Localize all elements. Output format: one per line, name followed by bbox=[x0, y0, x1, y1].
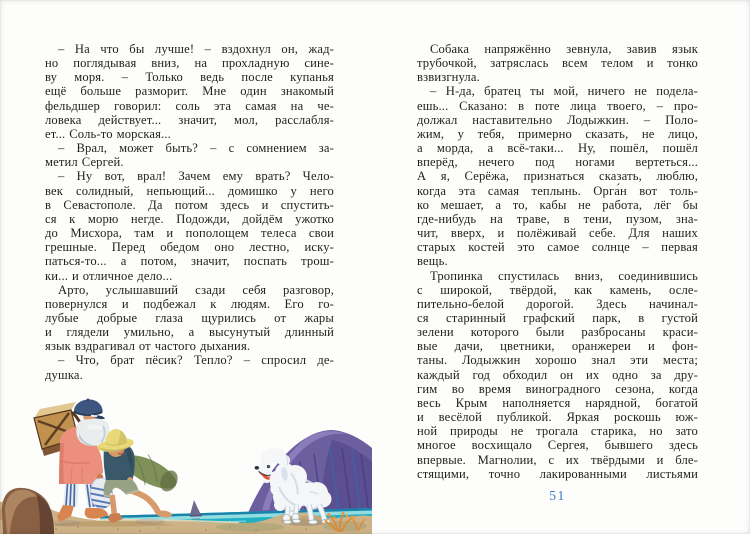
page-number: 51 bbox=[549, 488, 566, 503]
text-line: ловека действует... значит, мол, расслабля- bbox=[45, 112, 334, 127]
text-line: – Что, брат пёсик? Тепло? – спросил де- bbox=[58, 353, 334, 368]
text-line: ет... Соль-то морская... bbox=[45, 126, 171, 141]
boulder bbox=[2, 488, 54, 534]
text-line: ки... и отличное дело... bbox=[45, 268, 173, 283]
text-line: взвизгнула. bbox=[417, 70, 480, 85]
illustration-art bbox=[0, 388, 372, 534]
text-line: ной природы не трогала старика, но зато bbox=[417, 424, 698, 439]
text-line: Арто, услышавший сзади себя разговор, bbox=[58, 282, 334, 297]
text-line: паться-то... а потом, значит, поспать трош- bbox=[45, 254, 334, 269]
text-line: А я, Серёжа, признаться сказать, люблю, bbox=[417, 169, 698, 184]
text-line: до Мисхора, там и пополощем телеса свои bbox=[45, 226, 334, 241]
text-line: – Ну вот, врал! Зачем ему врать? Чело- bbox=[58, 169, 334, 184]
text-line: вперёд, нечего под ногами вертеться... bbox=[417, 155, 698, 170]
text-line: ся старинный графский парк, в густой bbox=[417, 310, 698, 325]
text-line: многое восхищало Сергея, бывшего здесь bbox=[417, 438, 698, 453]
text-line: стящими, точно лакированными листьями bbox=[417, 466, 698, 481]
text-line: вые дачи, цветники, оранжереи и фон- bbox=[417, 339, 698, 354]
old-man-head bbox=[74, 399, 109, 446]
text-line: и глядели умильно, а высунутый длинный bbox=[45, 325, 334, 340]
text-line: лубые добрые глаза щурились от жары bbox=[45, 310, 334, 325]
text-line: душка. bbox=[45, 367, 83, 382]
text-line: ко мешает, а то, кабы не работа, лёг бы bbox=[417, 197, 698, 212]
text-line: ещё больше разморит. Мне один знакомый bbox=[45, 84, 334, 99]
sailboat bbox=[190, 500, 202, 519]
text-line: чит, вверх, и полёживай себе. Для наших bbox=[417, 226, 698, 241]
text-line: должал наставительно Лодыжкин. – Поло- bbox=[417, 112, 698, 127]
text-line: жим, у тебя, примерно сказать, не лицо, bbox=[417, 126, 698, 141]
text-line: фельдшер говорил: соль эта самая на че- bbox=[45, 98, 334, 113]
right-page-text bbox=[417, 42, 698, 481]
boy-figure bbox=[96, 429, 181, 523]
text-line: гим во время виноградного сезона, когда bbox=[417, 381, 698, 396]
text-line: ешь... Сказано: в поте лица твоего, – про- bbox=[417, 98, 698, 113]
text-line: когда эта самая теплынь. Орга́н вот толь- bbox=[417, 183, 698, 198]
text-line: таны. Лодыжкин хорошо знал эти места; bbox=[417, 353, 698, 368]
left-page-text bbox=[45, 42, 334, 382]
text-line: каждый год обходил он их одно за дру- bbox=[417, 367, 698, 382]
text-line: и весёлой публикой. Яркая роскошь юж- bbox=[417, 410, 698, 425]
text-line: язык вздрагивал от частого дыхания. bbox=[45, 339, 251, 354]
text-line: повернулся и подбежал к людям. Его го- bbox=[45, 296, 334, 311]
text-line: грешные. Перед обедом оно лестно, иску- bbox=[45, 240, 334, 255]
text-line: ву моря. – Только ведь после купанья bbox=[45, 70, 334, 85]
text-line: пительно-белой дорогой. Здесь начинал- bbox=[417, 296, 698, 311]
text-line: впервые. Магнолии, с их твёрдыми и бле- bbox=[417, 452, 698, 467]
text-line: – На что бы лучше! – вздохнул он, жад- bbox=[58, 42, 334, 56]
text-line: век солидный, непьющий... домишко у него bbox=[45, 183, 334, 198]
text-line: но поглядывая вниз, на прохладную сине- bbox=[45, 56, 334, 71]
text-line: весь Крым наполняется нарядной, богатой bbox=[417, 395, 698, 410]
text-line: с широкой, твёрдой, как камень, осле- bbox=[417, 282, 698, 297]
text-line: метил Сергей. bbox=[45, 155, 124, 170]
text-line: где-нибудь на траве, в тени, пузом, зна- bbox=[417, 211, 698, 226]
text-line: Собака напряжённо зевнула, завив язык bbox=[430, 42, 698, 56]
text-line: – Н-да, братец ты мой, ничего не подела- bbox=[430, 84, 698, 99]
text-line: вещь. bbox=[417, 254, 448, 269]
text-line: – Врал, может быть? – с сомнением за- bbox=[58, 141, 334, 156]
text-line: трубочкой, затряслась всем телом и тонко bbox=[417, 56, 698, 71]
illustration bbox=[0, 388, 372, 534]
text-line: ся к морю негде. Подожди, дойдём ужотко bbox=[45, 211, 334, 226]
text-line: старых костей это самое солнце – первая bbox=[417, 240, 698, 255]
text-line: в Севастополе. Да потом здесь и спустить- bbox=[45, 197, 334, 212]
text-line: а морда, а всё-таки... Ну, пошёл, пошёл bbox=[417, 141, 698, 156]
text-line: зелени которого были разбросаны краси- bbox=[417, 325, 698, 340]
text-line: Тропинка спустилась вниз, соединившись bbox=[430, 268, 698, 283]
